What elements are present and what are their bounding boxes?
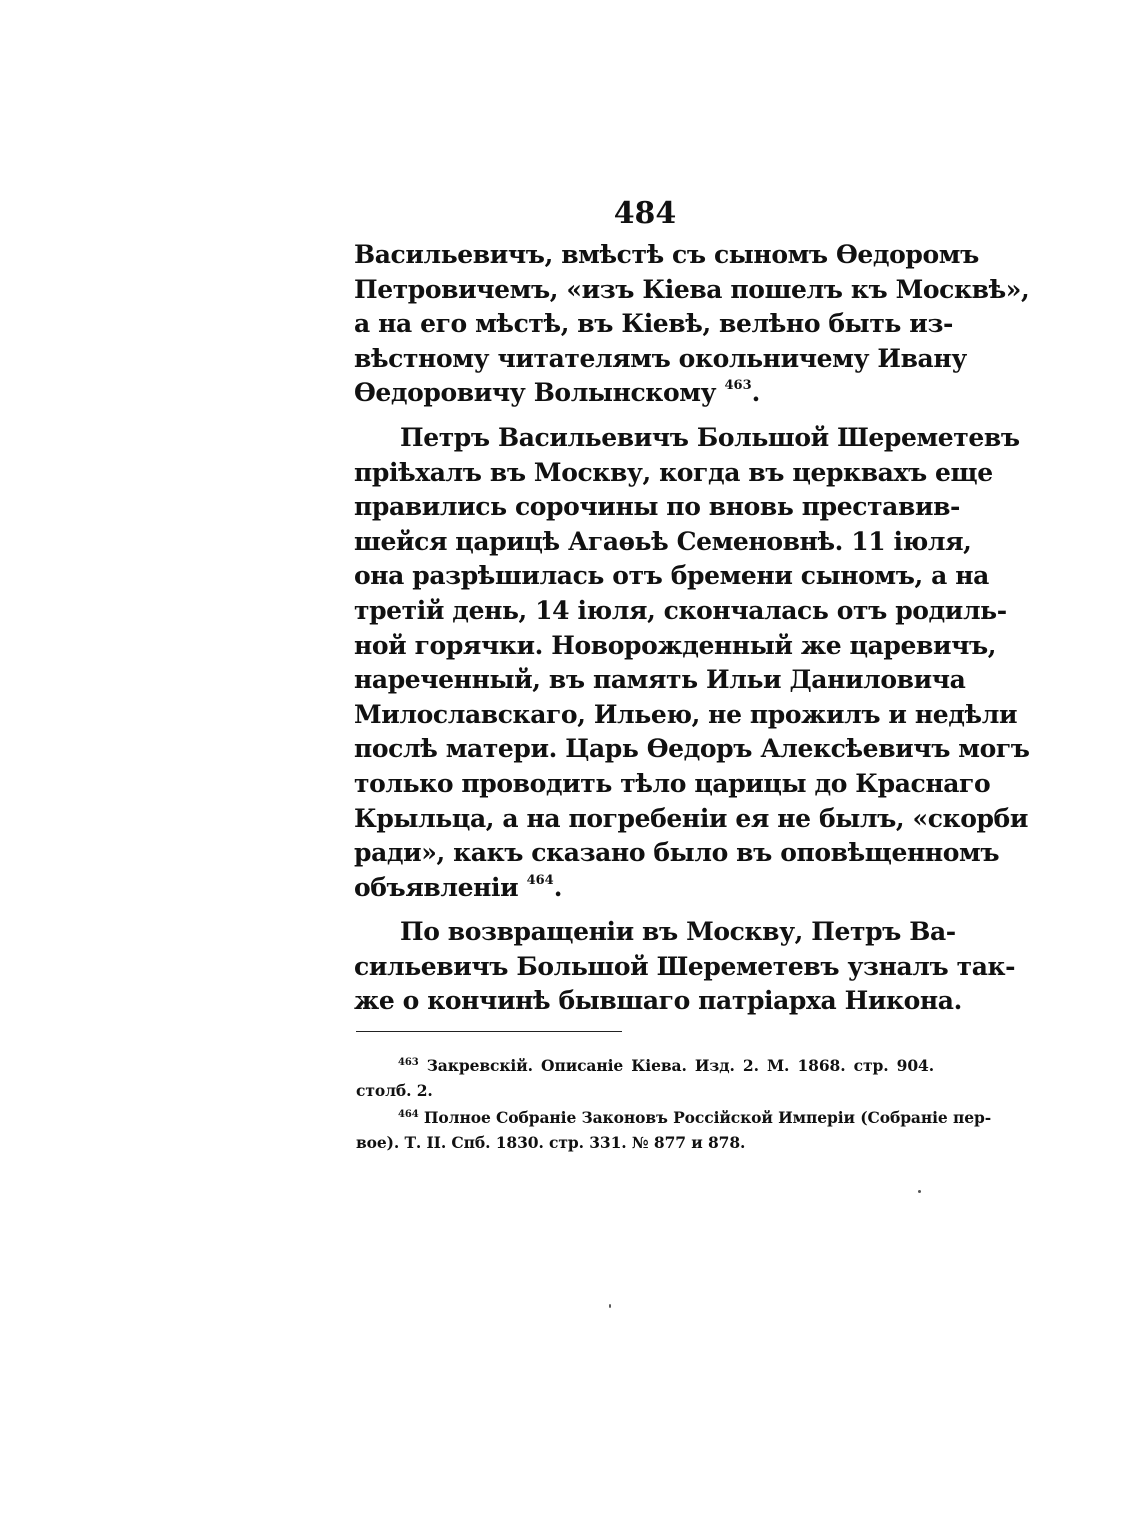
text-line: Ѳедоровичу Волынскому <box>354 378 717 408</box>
page-number: 484 <box>613 196 677 231</box>
text-line: вѣстному читателямъ окольничему Ивану <box>354 343 967 373</box>
text-line: послѣ матери. Царь Ѳедоръ Алексѣевичъ могъ <box>354 734 1030 764</box>
text-line: нареченный, въ память Ильи Даниловича <box>354 665 966 695</box>
text-line-with-footnote <box>354 871 934 906</box>
period: . <box>751 378 760 408</box>
footnote-ref-463: 463 <box>724 378 752 394</box>
text-line: сильевичъ Большой Шереметевъ узналъ так- <box>354 951 1016 981</box>
text-line: а на его мѣстѣ, въ Кіевѣ, велѣно быть из- <box>354 309 953 339</box>
text-line: только проводить тѣло царицы до Краснаго <box>354 768 991 798</box>
period: . <box>553 872 563 902</box>
text-line: же о кончинѣ бывшаго патріарха Никона. <box>354 986 962 1016</box>
text-line: ради», какъ сказано было въ оповѣщенномъ <box>354 838 1000 868</box>
text-line-with-footnote <box>354 376 934 411</box>
text-line: Милославскаго, Ильею, не прожилъ и недѣли <box>354 699 1018 729</box>
text-line: третій день, 14 іюля, скончалась отъ родиль- <box>354 595 1007 625</box>
footnote-number: 464 <box>398 1109 419 1120</box>
text-line: Васильевичъ, вмѣстѣ съ сыномъ Ѳедоромъ <box>354 240 979 269</box>
text-line: Крыльца, а на погребеніи ея не былъ, «скорби <box>354 803 1028 833</box>
main-text <box>354 238 1030 1019</box>
footnote-464 <box>356 1105 992 1130</box>
paragraph-gap <box>354 411 934 421</box>
text-line: шейся царицѣ Агаѳьѣ Семеновнѣ. 11 іюля, <box>354 526 972 556</box>
footnote-ref-464: 464 <box>526 872 554 888</box>
text-line: объявленіи <box>354 872 519 902</box>
footnote-463 <box>356 1053 934 1078</box>
scan-speck <box>918 1190 921 1193</box>
paragraph-gap <box>354 905 934 915</box>
footnote-text: Закревскій. Описаніе Кіева. Изд. 2. М. 1868. стр. 904. <box>426 1056 935 1075</box>
footnote-text: вое). Т. II. Спб. 1830. стр. 331. № 877 и 878. <box>356 1133 746 1152</box>
text-line: По возвращеніи въ Москву, Петръ Ва- <box>400 917 956 947</box>
text-line: правились сорочины по вновь преставив- <box>354 492 961 522</box>
footnote-number: 463 <box>398 1057 419 1068</box>
footnote-text: Полное Собраніе Законовъ Россійской Имперіи (Собраніе пер- <box>423 1108 992 1127</box>
text-line: ной горячки. Новорожденный же царевичъ, <box>354 630 997 660</box>
footnote-text: столб. 2. <box>356 1081 433 1100</box>
footnotes <box>356 1053 992 1155</box>
text-line: пріѣхалъ въ Москву, когда въ церквахъ еще <box>354 457 993 487</box>
footnote-rule <box>356 1031 622 1032</box>
text-line: Петровичемъ, «изъ Кіева пошелъ къ Москвѣ», <box>354 274 1030 304</box>
scan-speck <box>609 1304 611 1308</box>
text-line: Петръ Васильевичъ Большой Шереметевъ <box>400 422 1020 452</box>
text-line: она разрѣшилась отъ бремени сыномъ, а на <box>354 561 989 591</box>
